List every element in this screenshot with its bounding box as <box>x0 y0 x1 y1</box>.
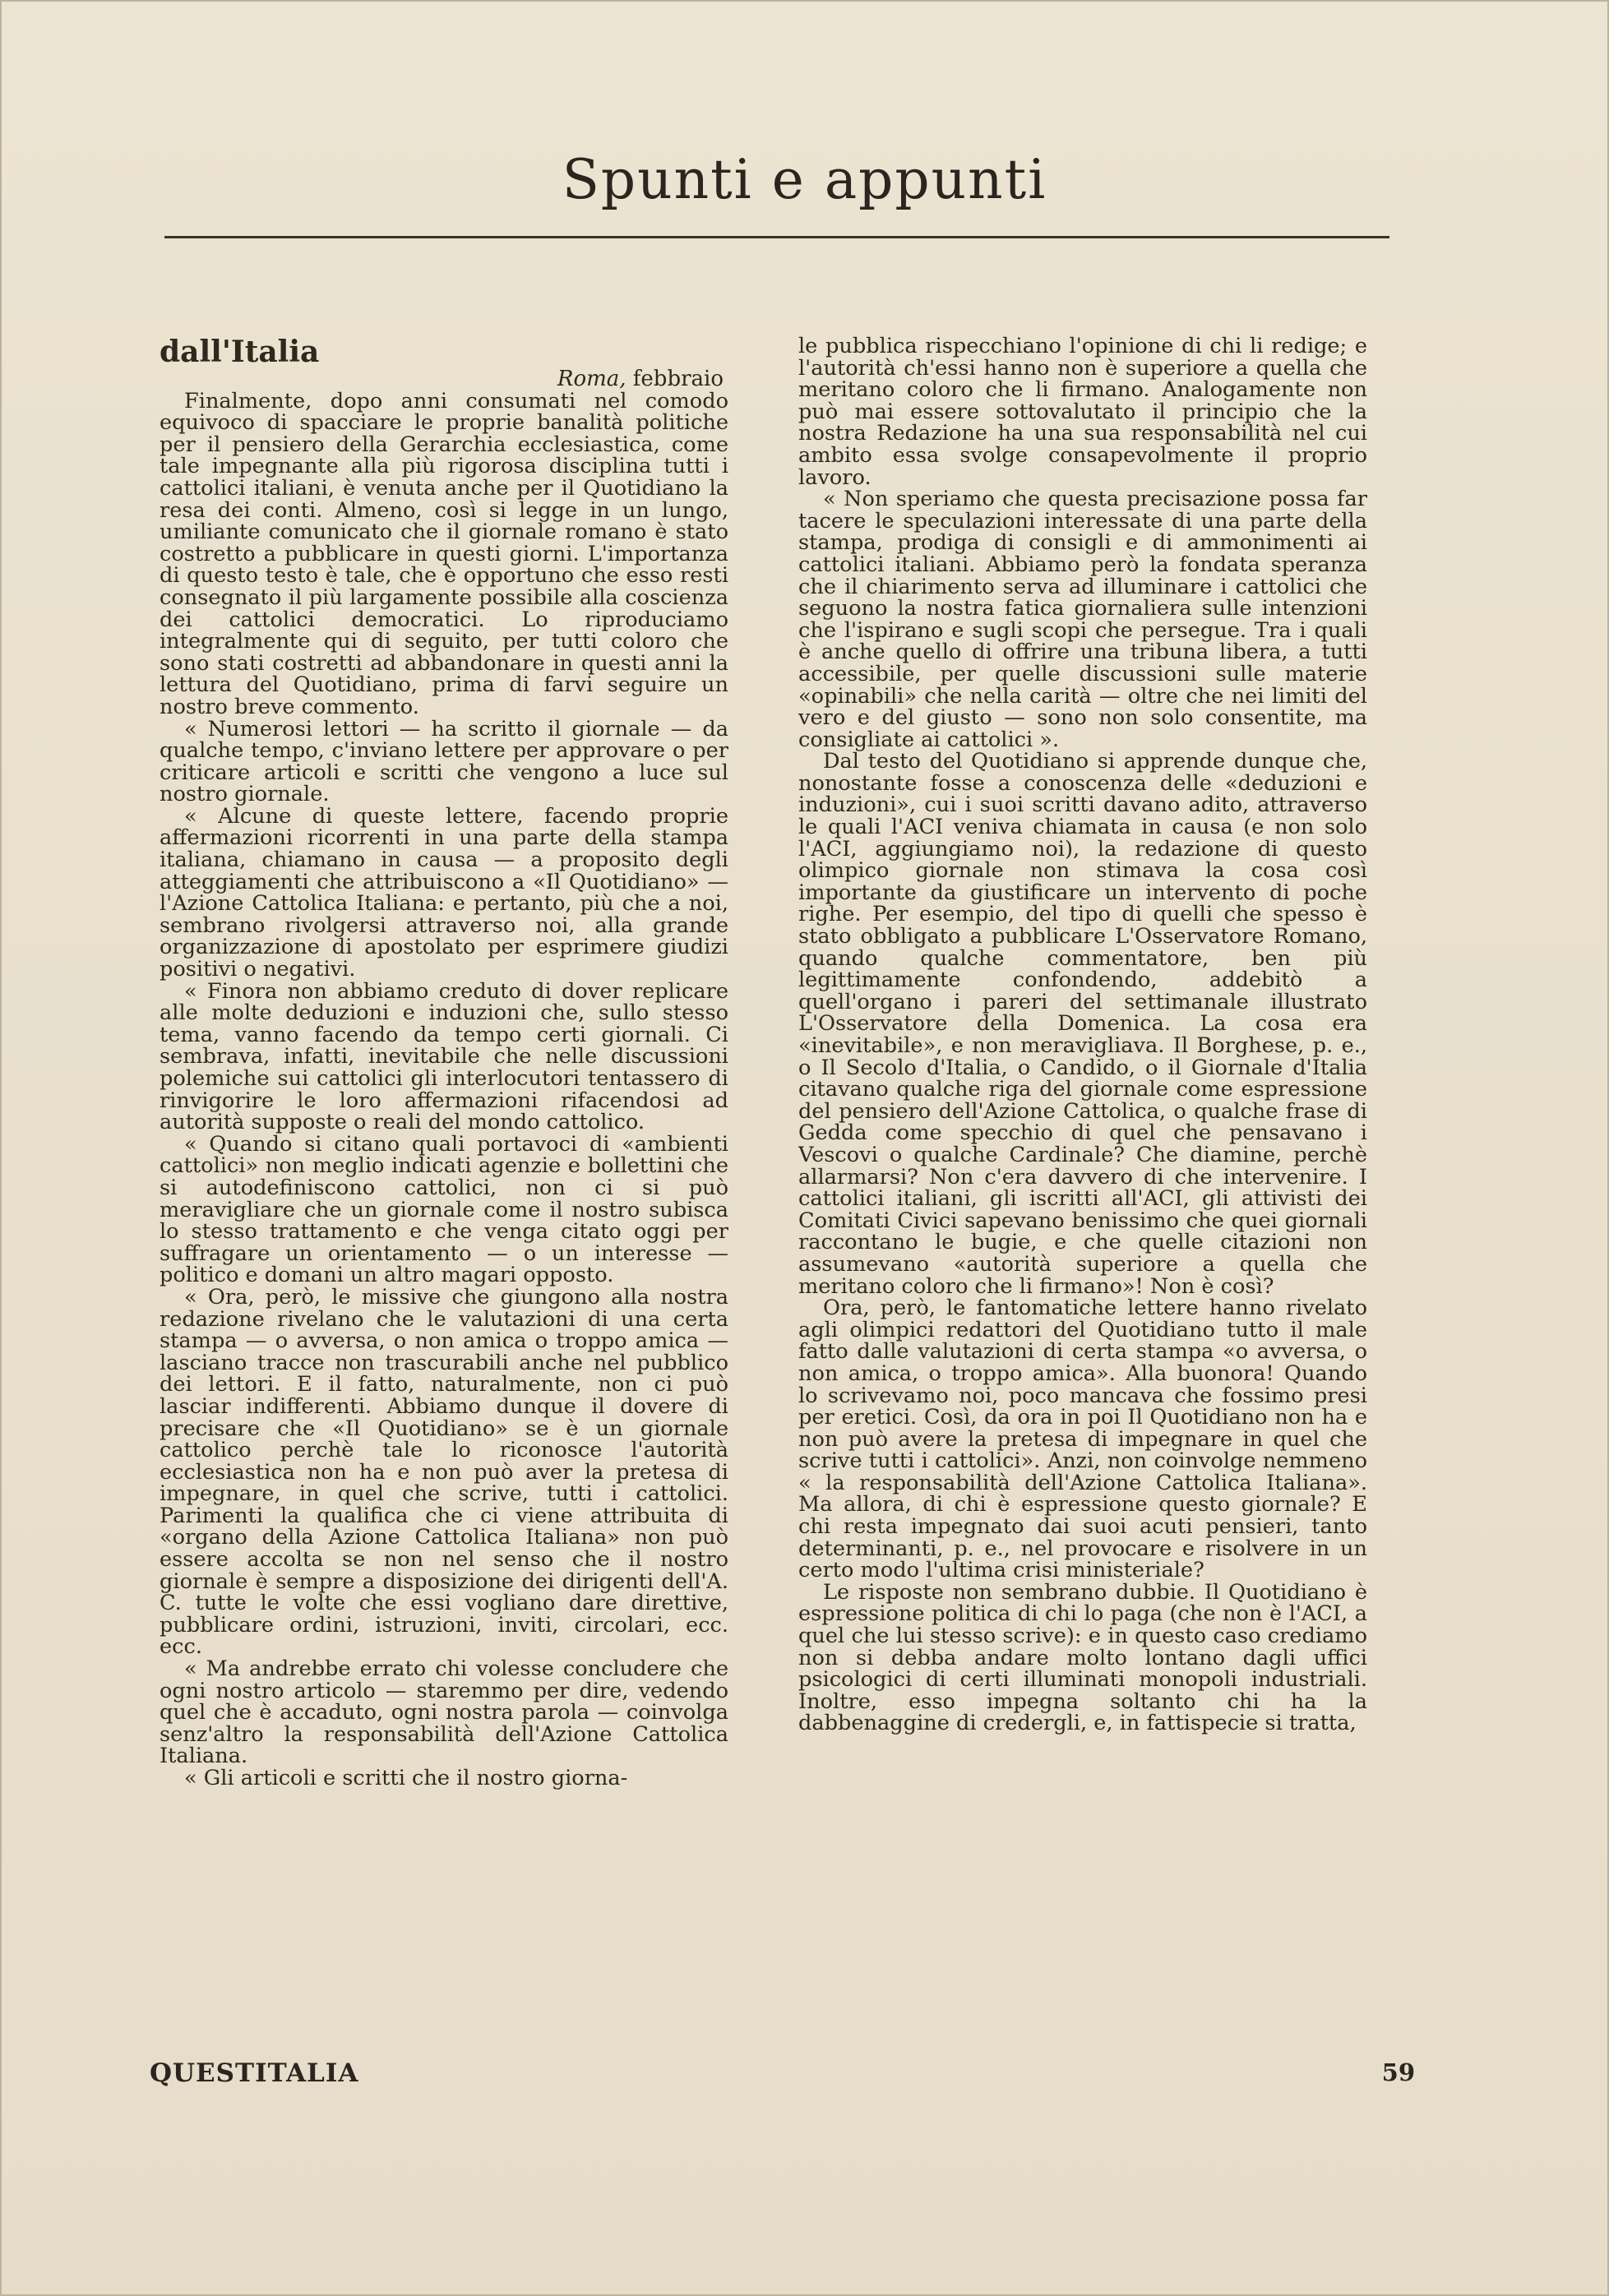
paragraph: « Quando si citano quali portavoci di «ambienti cattolici» non meglio indicati agenzie e bollettini che si autodefiniscono cattolici, non ci si può meravigliare che un giornale come il nostro subisca lo stesso trattamento e che venga citato oggi per suffragare un orientamento — o un interesse — politico e domani un altro magari opposto. <box>160 1131 728 1288</box>
page-number: 59 <box>1381 2058 1415 2086</box>
paragraph: « Alcune di queste lettere, facendo proprie affermazioni ricorrenti in una parte della stampa italiana, chiamano in causa — a proposito degli atteggiamenti che attribuiscono a «Il Quotidiano» — l'Azione Cattolica Italiana: e pertanto, più che a noi, sembrano rivolgersi attraverso noi, alla grande organizzazione di apostolato per esprimere giudizi positivi o negativi. <box>160 803 728 982</box>
left-column <box>160 335 728 2029</box>
paragraph: le pubblica rispecchiano l'opinione di chi li redige; e l'autorità ch'essi hanno non è superiore a quella che meritano coloro che li firmano. Analogamente non può mai essere sottovalutato il principio che la nostra Redazione ha una sua responsabilità nel cui ambito essa svolge consapevolmente il proprio lavoro. <box>798 335 1367 490</box>
paragraph: « Numerosi lettori — ha scritto il giornale — da qualche tempo, c'inviano lettere per approvare o per criticare articoli e scritti che vengono a luce sul nostro giornale. <box>160 716 728 807</box>
dateline-place: Roma, <box>557 367 626 391</box>
dateline <box>160 368 728 390</box>
paragraph: Finalmente, dopo anni consumati nel comodo equivoco di spacciare le proprie banalità politiche per il pensiero della Gerarchia ecclesiastica, come tale impegnante alla più rigorosa disciplina tutti i cattolici italiani, è venuta anche per il Quotidiano la resa dei conti. Almeno, così si legge in un lungo, umiliante comunicato che il giornale romano è stato costretto a pubblicare in questi giorni. L'importanza di questo testo è tale, che è opportuno che esso resti consegnato il più largamente possibile alla coscienza dei cattolici democratici. Lo riproduciamo integralmente qui di seguito, per tutti coloro che sono stati costretti ad abbandonare in questi anni la lettura del Quotidiano, prima di farvi seguire un nostro breve commento. <box>160 388 728 719</box>
paragraph: « Non speriamo che questa precisazione possa far tacere le speculazioni interessate di una parte della stampa, prodiga di consigli e di ammonimenti ai cattolici italiani. Abbiamo però la fondata speranza che il chiarimento serva ad illuminare i cattolici che seguono la nostra fatica giornaliera sulle intenzioni che l'ispirano e sugli scopi che persegue. Tra i quali è anche quello di offrire una tribuna libera, a tutti accessibile, per quelle discussioni sulle materie «opinabili» che nella carità — oltre che nei limiti del vero e del giusto — sono non solo consentite, ma consigliate ai cattolici ». <box>798 487 1367 752</box>
right-column <box>798 335 1367 2029</box>
paragraph: « Finora non abbiamo creduto di dover replicare alle molte deduzioni e induzioni che, sullo stesso tema, vanno facendo da tempo certi giornali. Ci sembrava, infatti, inevitabile che nelle discussioni polemiche sui cattolici gli interlocutori tentassero di rinvigorire le loro affermazioni rifacendosi ad autorità supposte o reali del mondo cattolico. <box>160 978 728 1135</box>
section-heading: dall'Italia <box>160 335 320 369</box>
paragraph: « Ma andrebbe errato chi volesse concludere che ogni nostro articolo — staremmo per dire, vedendo quel che è accaduto, ogni nostra parola — coinvolga senz'altro la responsabilità dell'Azione Cattolica Italiana. <box>160 1656 728 1769</box>
page-title: Spunti e appunti <box>562 148 1047 211</box>
paragraph: Ora, però, le fantomatiche lettere hanno rivelato agli olimpici redattori del Quotidiano tutto il male fatto dalle valutazioni di certa stampa «o avversa, o non amica, o troppo amica». Alla buonora! Quando lo scrivevamo noi, poco mancava che fossimo presi per eretici. Così, da ora in poi Il Quotidiano non ha e non può avere la pretesa di impegnare in quel che scrive tutti i cattolici». Anzi, non coinvolge nemmeno « la responsabilità dell'Azione Cattolica Italiana». Ma allora, di chi è espressione questo giornale? E chi resta impegnato dai suoi acuti pensieri, tanto determinanti, p. e., nel provocare e risolvere in un certo modo l'ultima crisi ministeriale? <box>798 1296 1367 1583</box>
paragraph: Le risposte non sembrano dubbie. Il Quotidiano è espressione politica di chi lo paga (che non è l'ACI, a quel che lui stesso scrive): e in questo caso crediamo non si debba andare molto lontano dagli uffici psicologici di certi illuminati monopoli industriali. Inoltre, esso impegna soltanto chi ha la dabbenaggine di credergli, e, in fattispecie si tratta, <box>798 1579 1367 1736</box>
paragraph: « Gli articoli e scritti che il nostro giorna- <box>184 1766 628 1790</box>
paragraph: « Ora, però, le missive che giungono alla nostra redazione rivelano che le valutazioni di una certa stampa — o avversa, o non amica o troppo amica — lasciano tracce non trascurabili anche nel pubblico dei lettori. E il fatto, naturalmente, non ci può lasciar indifferenti. Abbiamo dunque il dovere di precisare che «Il Quotidiano» se è un giornale cattolico perchè tale lo riconosce l'autorità ecclesiastica non ha e non può aver la pretesa di impegnare, in quel che scrive, tutti i cattolici. Parimenti la qualifica che ci viene attribuita di «organo della Azione Cattolica Italiana» non può essere accolta se non nel senso che il nostro giornale è sempre a disposizione dei dirigenti dell'A. C. tutte le volte che essi vogliano dare direttive, pubblicare ordini, istruzioni, inviti, circolari, ecc. ecc. <box>160 1284 728 1660</box>
paragraph: Dal testo del Quotidiano si apprende dunque che, nonostante fosse a conoscenza delle «deduzioni e induzioni», cui i suoi scritti davano adito, attraverso le quali l'ACI veniva chiamata in causa (e non solo l'ACI, aggiungiamo noi), la redazione di questo olimpico giornale non stimava la cosa così importante da giustificare un intervento di poche righe. Per esempio, del tipo di quelli che spesso è stato obbligato a pubblicare L'Osservatore Romano, quando qualche commentatore, ben più legittimamente confondendo, addebitò a quell'organo i pareri del settimanale illustrato L'Osservatore della Domenica. La cosa era «inevitabile», e non meravigliava. Il Borghese, p. e., o Il Secolo d'Italia, o Candido, o il Giornale d'Italia citavano qualche riga del giornale come espressione del pensiero dell'Azione Cattolica, o qualche frase di Gedda come specchio di quel che pensavano i Vescovi o qualche Cardinale? Che diamine, perchè allarmarsi? Non c'era davvero di che intervenire. I cattolici italiani, gli iscritti all'ACI, gli attivisti dei Comitati Civici sapevano benissimo che quei giornali raccontano le bugie, e che quelle citazioni non assumevano «autorità superiore a quella che meritano coloro che li firmano»! Non è così? <box>798 749 1367 1299</box>
dateline-month: febbraio <box>632 367 724 391</box>
publication-name: QUESTITALIA <box>150 2058 359 2088</box>
title-rule <box>164 236 1389 238</box>
